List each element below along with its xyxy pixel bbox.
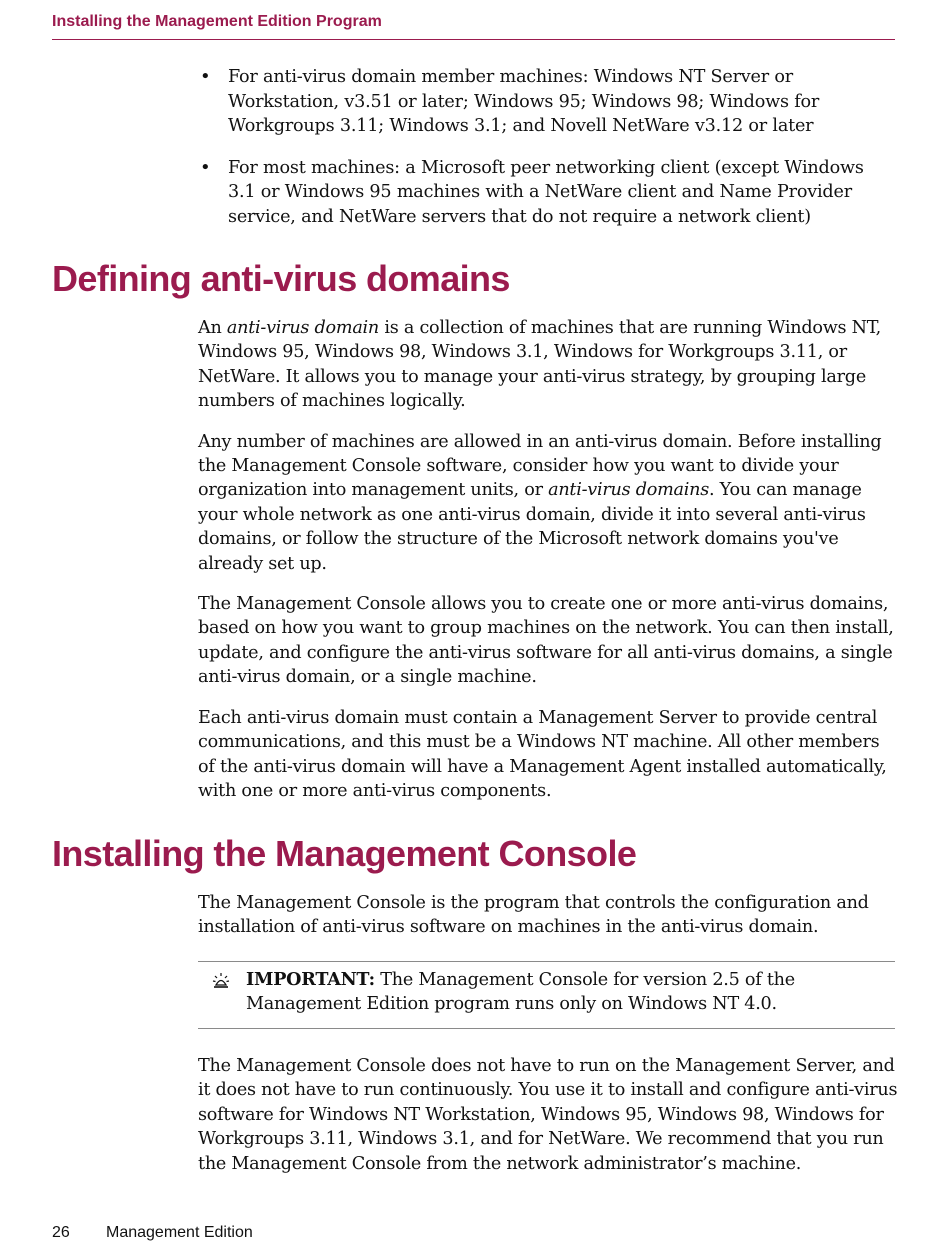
bullet-icon: • <box>200 66 211 87</box>
paragraph <box>198 316 898 414</box>
running-header-title: Installing the Management Edition Program <box>52 13 382 30</box>
emphasized-term: anti-virus domains <box>548 480 709 501</box>
paragraph-text: Any number of machines are allowed in an anti-virus domain. Before installing the Management Console software, consider how you want to divide your organization into management units, or <box>198 431 882 501</box>
paragraph-text: is a collection of machines that are running Windows NT, Windows 95, Windows 98, Windows 3.1, Windows for Workgroups 3.11, or NetWare. It allows you to manage your anti-virus strategy, by grouping large numbers of machines logically. <box>198 318 882 412</box>
note-text <box>246 968 886 1017</box>
paragraph: The Management Console does not have to run on the Management Server, and it does not have to run continuously. You use it to install and configure anti-virus software for Windows NT Workstation, Windows 95, Windows 98, Windows for Workgroups 3.11, Windows 3.1, and for NetWare. We recommend that you run the Management Console from the network administrator’s machine. <box>198 1056 898 1174</box>
paragraph: Each anti-virus domain must contain a Management Server to provide central communications, and this must be a Windows NT machine. All other members of the anti-virus domain will have a Management Agent installed automatically, with one or more anti-virus components. <box>198 707 887 801</box>
list-item <box>198 156 895 230</box>
paragraph: The Management Console is the program that controls the configuration and installation of anti-virus software on machines in the anti-virus domain. <box>198 893 869 938</box>
section-heading-defining-domains: Defining anti-virus domains <box>52 258 510 299</box>
important-note <box>198 961 895 1029</box>
footer-product-name: Management Edition <box>106 1224 253 1241</box>
paragraph-text: . You can manage your whole network as one anti-virus domain, divide it into several anti-virus domains, or follow the structure of the Microsoft network domains you've already set up. <box>198 480 866 574</box>
paragraph-text: An <box>198 318 227 338</box>
list-item-text: For most machines: a Microsoft peer networking client (except Windows 3.1 or Windows 95 machines with a NetWare client and Name Provider service, and NetWare servers that do not require a network client) <box>228 157 864 227</box>
note-body: The Management Console for version 2.5 of the Management Edition program runs only on Windows NT 4.0. <box>246 970 795 1015</box>
note-label: IMPORTANT: <box>246 969 375 990</box>
list-item <box>198 65 895 139</box>
section-body-defining-domains <box>198 316 898 819</box>
section-body-installing-console-continued <box>198 1054 898 1192</box>
defined-term: anti-virus domain <box>226 318 380 338</box>
section-body-installing-console <box>198 891 898 956</box>
list-item-text: For anti-virus domain member machines: Windows NT Server or Workstation, v3.51 or later; Windows 95; Windows 98; Windows for Workgroups 3.11; Windows 3.1; and Novell NetWare v3.12 or later <box>228 67 820 136</box>
page-number: 26 <box>52 1224 70 1241</box>
bullet-icon: • <box>200 156 211 178</box>
paragraph: The Management Console allows you to create one or more anti-virus domains, based on how you want to group machines on the network. You can then install, update, and configure the anti-virus software for all anti-virus domains, a single anti-virus domain, or a single machine. <box>198 594 894 688</box>
requirements-list <box>198 65 895 246</box>
paragraph <box>198 430 898 576</box>
section-heading-installing-console: Installing the Management Console <box>52 833 637 874</box>
important-lamp-icon <box>212 972 230 990</box>
header-rule <box>52 39 895 40</box>
